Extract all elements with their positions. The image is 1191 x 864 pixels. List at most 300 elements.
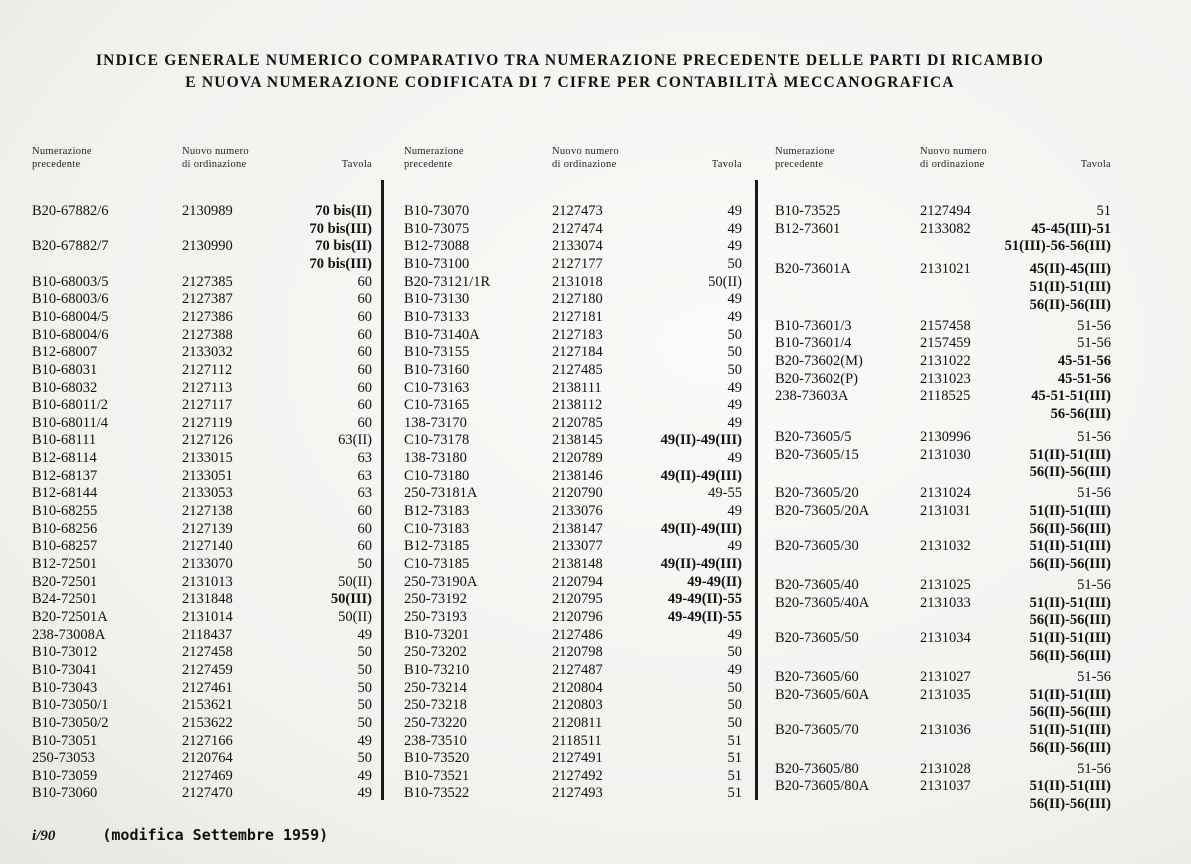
new-number-cell: 2138112	[552, 397, 603, 414]
new-number-cell: 2127458	[182, 644, 233, 661]
new-number-cell: 2127140	[182, 538, 233, 555]
new-number-cell: 2127474	[552, 220, 603, 237]
tavola-cell: 45-45(III)-51	[1031, 220, 1111, 237]
table-row	[404, 202, 747, 220]
tavola-cell: 49-55	[708, 485, 742, 502]
tavola-cell: 56(II)-56(III)	[1029, 556, 1111, 572]
old-number-cell: B10-73155	[404, 344, 470, 361]
new-number-cell: 2120803	[552, 697, 603, 714]
table-row	[32, 237, 377, 255]
table-row	[32, 396, 377, 414]
new-number-cell: 2138145	[552, 432, 603, 449]
new-number-cell: 2131014	[182, 608, 233, 625]
old-number-cell: 250-73220	[404, 714, 467, 731]
table-row	[775, 220, 1116, 238]
new-number-cell: 2131023	[920, 370, 971, 387]
header-new-line: di ordinazione	[552, 159, 617, 170]
old-number-cell: B10-68032	[32, 379, 98, 396]
table-row	[32, 661, 377, 679]
header-new-number	[552, 145, 619, 171]
old-number-cell: B12-72501	[32, 556, 98, 572]
tavola-cell: 45-51-56	[1057, 353, 1111, 370]
old-number-cell: B12-73088	[404, 238, 470, 255]
table-row	[32, 714, 377, 732]
old-number-cell: B10-73210	[404, 661, 470, 678]
tavola-cell: 50	[357, 679, 372, 696]
table-row	[404, 255, 747, 273]
table-row	[404, 573, 747, 591]
tavola-cell: 56(II)-56(III)	[1029, 704, 1111, 721]
table-row	[404, 467, 747, 485]
tavola-cell: 51-56	[1077, 428, 1111, 445]
tavola-cell: 51-56	[1077, 577, 1111, 594]
old-number-cell: C10-73183	[404, 520, 470, 537]
table-row	[775, 795, 1116, 813]
table-row	[775, 352, 1116, 370]
new-number-cell: 2127112	[182, 361, 233, 378]
old-number-cell: 250-73192	[404, 591, 467, 608]
table-row	[775, 576, 1116, 594]
table-row	[404, 643, 747, 661]
table-row	[775, 296, 1116, 314]
old-number-cell: B10-68255	[32, 503, 98, 520]
old-number-cell: B20-73605/40	[775, 577, 859, 594]
old-number-cell: B20-73121/1R	[404, 273, 491, 290]
old-number-cell: B20-73601A	[775, 261, 851, 278]
old-number-cell: 250-73193	[404, 608, 467, 625]
table-row	[32, 608, 377, 626]
tavola-cell: 49	[727, 291, 742, 308]
tavola-cell: 51-56	[1077, 317, 1111, 334]
new-number-cell: 2120794	[552, 573, 603, 590]
new-number-cell: 2120796	[552, 608, 603, 625]
new-number-cell: 2118437	[182, 626, 233, 643]
old-number-cell: 238-73510	[404, 732, 467, 749]
column-divider-2	[755, 180, 758, 800]
old-number-cell: B10-73201	[404, 626, 470, 643]
tavola-cell: 50	[727, 326, 742, 343]
table-row	[775, 370, 1116, 388]
tavola-cell: 49	[357, 626, 372, 643]
table-row	[775, 446, 1116, 464]
tavola-cell: 50	[357, 697, 372, 714]
page-footer	[32, 826, 328, 845]
tavola-cell: 49(II)-49(III)	[660, 556, 742, 572]
new-number-cell: 2133082	[920, 220, 971, 237]
old-number-cell: C10-73163	[404, 379, 470, 396]
tavola-cell: 49(II)-49(III)	[660, 467, 742, 484]
table-row	[775, 721, 1116, 739]
new-number-cell: 2131013	[182, 573, 233, 590]
new-number-cell: 2127494	[920, 203, 971, 219]
new-number-cell: 2127139	[182, 520, 233, 537]
old-number-cell: B10-68011/4	[32, 414, 108, 431]
old-number-cell: B20-67882/7	[32, 238, 109, 255]
tavola-cell: 49	[357, 767, 372, 784]
tavola-cell: 45-51-56	[1057, 370, 1111, 387]
old-number-cell: B20-73605/80	[775, 760, 859, 777]
table-row	[775, 594, 1116, 612]
table-row	[775, 647, 1116, 665]
new-number-cell: 2120804	[552, 679, 603, 696]
table-row	[404, 520, 747, 538]
table-row	[32, 573, 377, 591]
table-row	[32, 220, 377, 238]
tavola-cell: 60	[357, 379, 372, 396]
new-number-cell: 2138146	[552, 467, 603, 484]
table-row	[32, 696, 377, 714]
table-row	[404, 449, 747, 467]
tavola-cell: 51	[727, 767, 742, 784]
old-number-cell: C10-73165	[404, 397, 470, 414]
new-number-cell: 2133053	[182, 485, 233, 502]
new-number-cell: 2127166	[182, 732, 233, 749]
table-row	[775, 502, 1116, 520]
old-number-cell: B12-68137	[32, 467, 98, 484]
tavola-cell: 63	[357, 467, 372, 484]
table-row	[775, 463, 1116, 481]
old-number-cell: B12-68144	[32, 485, 98, 502]
old-number-cell: 250-73218	[404, 697, 467, 714]
tavola-cell: 51(II)-51(III)	[1029, 778, 1111, 795]
new-number-cell: 2127385	[182, 273, 233, 290]
new-number-cell: 2138147	[552, 520, 603, 537]
table-row	[775, 317, 1116, 335]
table-row	[404, 767, 747, 785]
tavola-cell: 60	[357, 344, 372, 361]
tavola-cell: 51-56	[1077, 485, 1111, 502]
tavola-cell: 45(II)-45(III)	[1029, 261, 1111, 278]
table-row	[775, 760, 1116, 778]
new-number-cell: 2131021	[920, 261, 971, 278]
table-row	[775, 686, 1116, 704]
tavola-cell: 60	[357, 308, 372, 325]
old-number-cell: C10-73185	[404, 556, 470, 572]
tavola-cell: 63(II)	[338, 432, 372, 449]
new-number-cell: 2133076	[552, 503, 603, 520]
old-number-cell: B10-73075	[404, 220, 470, 237]
table-row	[775, 387, 1116, 405]
table-row	[775, 484, 1116, 502]
tavola-cell: 49	[727, 450, 742, 467]
old-number-cell: B10-73050/1	[32, 697, 109, 714]
new-number-cell: 2127493	[552, 785, 603, 802]
new-number-cell: 2127469	[182, 767, 233, 784]
new-number-cell: 2127119	[182, 414, 233, 431]
table-row	[404, 343, 747, 361]
new-number-cell: 2131022	[920, 353, 971, 370]
new-number-cell: 2130989	[182, 203, 233, 219]
header-old-number	[775, 145, 835, 171]
new-number-cell: 2127126	[182, 432, 233, 449]
table-row	[32, 290, 377, 308]
new-number-cell: 2127117	[182, 397, 233, 414]
header-new-line: di ordinazione	[182, 159, 247, 170]
old-number-cell: B20-72501A	[32, 608, 108, 625]
new-number-cell: 2120795	[552, 591, 603, 608]
table-row	[32, 326, 377, 344]
new-number-cell: 2127181	[552, 308, 603, 325]
tavola-cell: 60	[357, 397, 372, 414]
table-row	[775, 537, 1116, 555]
new-number-cell: 2127486	[552, 626, 603, 643]
table-row	[32, 767, 377, 785]
old-number-cell: B10-68004/5	[32, 308, 109, 325]
table-row	[32, 626, 377, 644]
new-number-cell: 2120798	[552, 644, 603, 661]
table-row	[775, 237, 1116, 255]
new-number-cell: 2127183	[552, 326, 603, 343]
table-row	[32, 361, 377, 379]
old-number-cell: B12-68114	[32, 450, 97, 467]
old-number-cell: B12-68007	[32, 344, 98, 361]
old-number-cell: B20-67882/6	[32, 203, 109, 219]
old-number-cell: B20-73605/50	[775, 630, 859, 647]
old-number-cell: B10-73140A	[404, 326, 480, 343]
header-old-line: Numerazione	[32, 146, 92, 157]
table-row	[404, 749, 747, 767]
new-number-cell: 2127459	[182, 661, 233, 678]
page-title	[0, 50, 1140, 94]
table-row	[404, 502, 747, 520]
old-number-cell: B10-73601/4	[775, 335, 852, 352]
header-new-number	[920, 145, 987, 171]
old-number-cell: B10-68003/5	[32, 273, 109, 290]
new-number-cell: 2127491	[552, 750, 603, 767]
new-number-cell: 2131037	[920, 778, 971, 795]
tavola-cell: 49	[727, 220, 742, 237]
table-row	[32, 537, 377, 555]
table-row	[32, 202, 377, 220]
new-number-cell: 2127388	[182, 326, 233, 343]
old-number-cell: 138-73180	[404, 450, 467, 467]
old-number-cell: B10-73043	[32, 679, 98, 696]
tavola-cell: 60	[357, 326, 372, 343]
header-old-line: precedente	[775, 159, 824, 170]
tavola-cell: 70 bis(III)	[309, 220, 372, 237]
new-number-cell: 2127184	[552, 344, 603, 361]
tavola-cell: 50	[727, 697, 742, 714]
new-number-cell: 2127177	[552, 255, 603, 272]
old-number-cell: 250-73181A	[404, 485, 478, 502]
tavola-cell: 51(II)-51(III)	[1029, 278, 1111, 295]
old-number-cell: B12-73185	[404, 538, 470, 555]
tavola-cell: 49	[357, 732, 372, 749]
header-old-line: precedente	[32, 159, 81, 170]
tavola-cell: 56(II)-56(III)	[1029, 296, 1111, 313]
new-number-cell: 2131848	[182, 591, 233, 608]
old-number-cell: B10-73160	[404, 361, 470, 378]
table-row	[32, 732, 377, 750]
table-row	[775, 703, 1116, 721]
old-number-cell: 250-73214	[404, 679, 467, 696]
tavola-cell: 60	[357, 291, 372, 308]
old-number-cell: B10-73051	[32, 732, 98, 749]
new-number-cell: 2131025	[920, 577, 971, 594]
tavola-cell: 63	[357, 450, 372, 467]
new-number-cell: 2131030	[920, 446, 971, 463]
old-number-cell: B10-68257	[32, 538, 98, 555]
tavola-cell: 51-56	[1077, 668, 1111, 685]
table-row	[32, 343, 377, 361]
header-new-line: Nuovo numero	[552, 146, 619, 157]
tavola-cell: 50(III)	[330, 591, 372, 608]
new-number-cell: 2127485	[552, 361, 603, 378]
old-number-cell: B10-73060	[32, 785, 98, 802]
table-row	[775, 611, 1116, 629]
old-number-cell: B20-73605/20A	[775, 503, 870, 520]
tavola-cell: 51(II)-51(III)	[1029, 630, 1111, 647]
header-tavola: Tavola	[711, 159, 742, 170]
old-number-cell: 250-73053	[32, 750, 95, 767]
old-number-cell: 138-73170	[404, 414, 467, 431]
new-number-cell: 2130990	[182, 238, 233, 255]
table-row	[404, 537, 747, 555]
new-number-cell: 2133070	[182, 556, 233, 572]
tavola-cell: 45-51-51(III)	[1031, 388, 1111, 405]
table-row	[404, 608, 747, 626]
new-number-cell: 2133032	[182, 344, 233, 361]
tavola-cell: 49(II)-49(III)	[660, 432, 742, 449]
tavola-cell: 50	[357, 750, 372, 767]
tavola-cell: 56(II)-56(III)	[1029, 647, 1111, 664]
tavola-cell: 56(II)-56(III)	[1029, 464, 1111, 481]
table-row	[404, 784, 747, 802]
old-number-cell: B10-73525	[775, 203, 841, 219]
old-number-cell: B20-72501	[32, 573, 98, 590]
tavola-cell: 49(II)-49(III)	[660, 520, 742, 537]
header-old-number	[404, 145, 464, 171]
new-number-cell: 2120785	[552, 414, 603, 431]
old-number-cell: B12-73601	[775, 220, 841, 237]
tavola-cell: 49	[727, 661, 742, 678]
table-row	[404, 361, 747, 379]
table-row	[775, 334, 1116, 352]
old-number-cell: B24-72501	[32, 591, 98, 608]
tavola-cell: 56(II)-56(III)	[1029, 796, 1111, 813]
old-number-cell: B20-73605/60A	[775, 686, 870, 703]
tavola-cell: 50	[357, 661, 372, 678]
table-row	[32, 749, 377, 767]
table-row	[32, 520, 377, 538]
header-new-line: Nuovo numero	[182, 146, 249, 157]
table-row	[32, 255, 377, 273]
tavola-cell: 50	[727, 679, 742, 696]
table-row	[32, 502, 377, 520]
new-number-cell: 2120811	[552, 714, 603, 731]
header-old-line: precedente	[404, 159, 453, 170]
table-row	[32, 273, 377, 291]
old-number-cell: B20-73605/70	[775, 721, 859, 738]
old-number-cell: B20-73602(P)	[775, 370, 858, 387]
new-number-cell: 2131032	[920, 538, 971, 555]
tavola-cell: 60	[357, 520, 372, 537]
tavola-cell: 70 bis(II)	[315, 203, 372, 219]
tavola-cell: 49-49(II)	[687, 573, 742, 590]
table-row	[775, 777, 1116, 795]
tavola-cell: 51(II)-51(III)	[1029, 686, 1111, 703]
table-row	[775, 739, 1116, 757]
new-number-cell: 2131018	[552, 273, 603, 290]
new-number-cell: 2127487	[552, 661, 603, 678]
header-old-line: Numerazione	[775, 146, 835, 157]
new-number-cell: 2157458	[920, 317, 971, 334]
table-row	[775, 520, 1116, 538]
old-number-cell: C10-73180	[404, 467, 470, 484]
new-number-cell: 2133077	[552, 538, 603, 555]
old-number-cell: B20-73605/5	[775, 428, 852, 445]
new-number-cell: 2120790	[552, 485, 603, 502]
old-number-cell: B10-68256	[32, 520, 98, 537]
new-number-cell: 2153622	[182, 714, 233, 731]
tavola-cell: 60	[357, 414, 372, 431]
tavola-cell: 49	[727, 397, 742, 414]
tavola-cell: 50	[727, 344, 742, 361]
new-number-cell: 2133074	[552, 238, 603, 255]
new-number-cell: 2131035	[920, 686, 971, 703]
new-number-cell: 2127387	[182, 291, 233, 308]
tavola-cell: 50(II)	[338, 608, 372, 625]
tavola-cell: 60	[357, 538, 372, 555]
table-row	[404, 732, 747, 750]
tavola-cell: 49	[727, 379, 742, 396]
tavola-cell: 51(II)-51(III)	[1029, 721, 1111, 738]
old-number-cell: B20-73605/20	[775, 485, 859, 502]
tavola-cell: 50(II)	[338, 573, 372, 590]
old-number-cell: B10-68011/2	[32, 397, 108, 414]
tavola-cell: 50	[727, 361, 742, 378]
table-row	[775, 629, 1116, 647]
old-number-cell: B20-73605/30	[775, 538, 859, 555]
table-row	[404, 484, 747, 502]
tavola-cell: 70 bis(III)	[309, 255, 372, 272]
table-row	[404, 396, 747, 414]
table-row	[404, 555, 747, 573]
column-divider-1	[381, 180, 384, 800]
tavola-cell: 51	[727, 750, 742, 767]
header-new-line: Nuovo numero	[920, 146, 987, 157]
new-number-cell: 2127180	[552, 291, 603, 308]
new-number-cell: 2131031	[920, 503, 971, 520]
title-line-2: E NUOVA NUMERAZIONE CODIFICATA DI 7 CIFRE PER CONTABILITÀ MECCANOGRAFICA	[185, 74, 955, 91]
new-number-cell: 2131034	[920, 630, 971, 647]
tavola-cell: 56(II)-56(III)	[1029, 739, 1111, 756]
table-row	[775, 405, 1116, 423]
table-row	[404, 431, 747, 449]
old-number-cell: B20-73605/80A	[775, 778, 870, 795]
table-row	[775, 428, 1116, 446]
table-row	[404, 714, 747, 732]
new-number-cell: 2120789	[552, 450, 603, 467]
table-row	[32, 784, 377, 802]
old-number-cell: 250-73190A	[404, 573, 478, 590]
tavola-cell: 50	[357, 714, 372, 731]
tavola-cell: 50	[727, 255, 742, 272]
table-row	[404, 326, 747, 344]
old-number-cell: B10-73521	[404, 767, 470, 784]
table-row	[32, 643, 377, 661]
tavola-cell: 50	[727, 644, 742, 661]
old-number-cell: B10-73522	[404, 785, 470, 802]
new-number-cell: 2127470	[182, 785, 233, 802]
old-number-cell: B10-73041	[32, 661, 98, 678]
old-number-cell: B10-73130	[404, 291, 470, 308]
new-number-cell: 2127492	[552, 767, 603, 784]
tavola-cell: 49-49(II)-55	[667, 591, 742, 608]
tavola-cell: 51-56	[1077, 335, 1111, 352]
tavola-cell: 49	[727, 238, 742, 255]
header-new-line: di ordinazione	[920, 159, 985, 170]
